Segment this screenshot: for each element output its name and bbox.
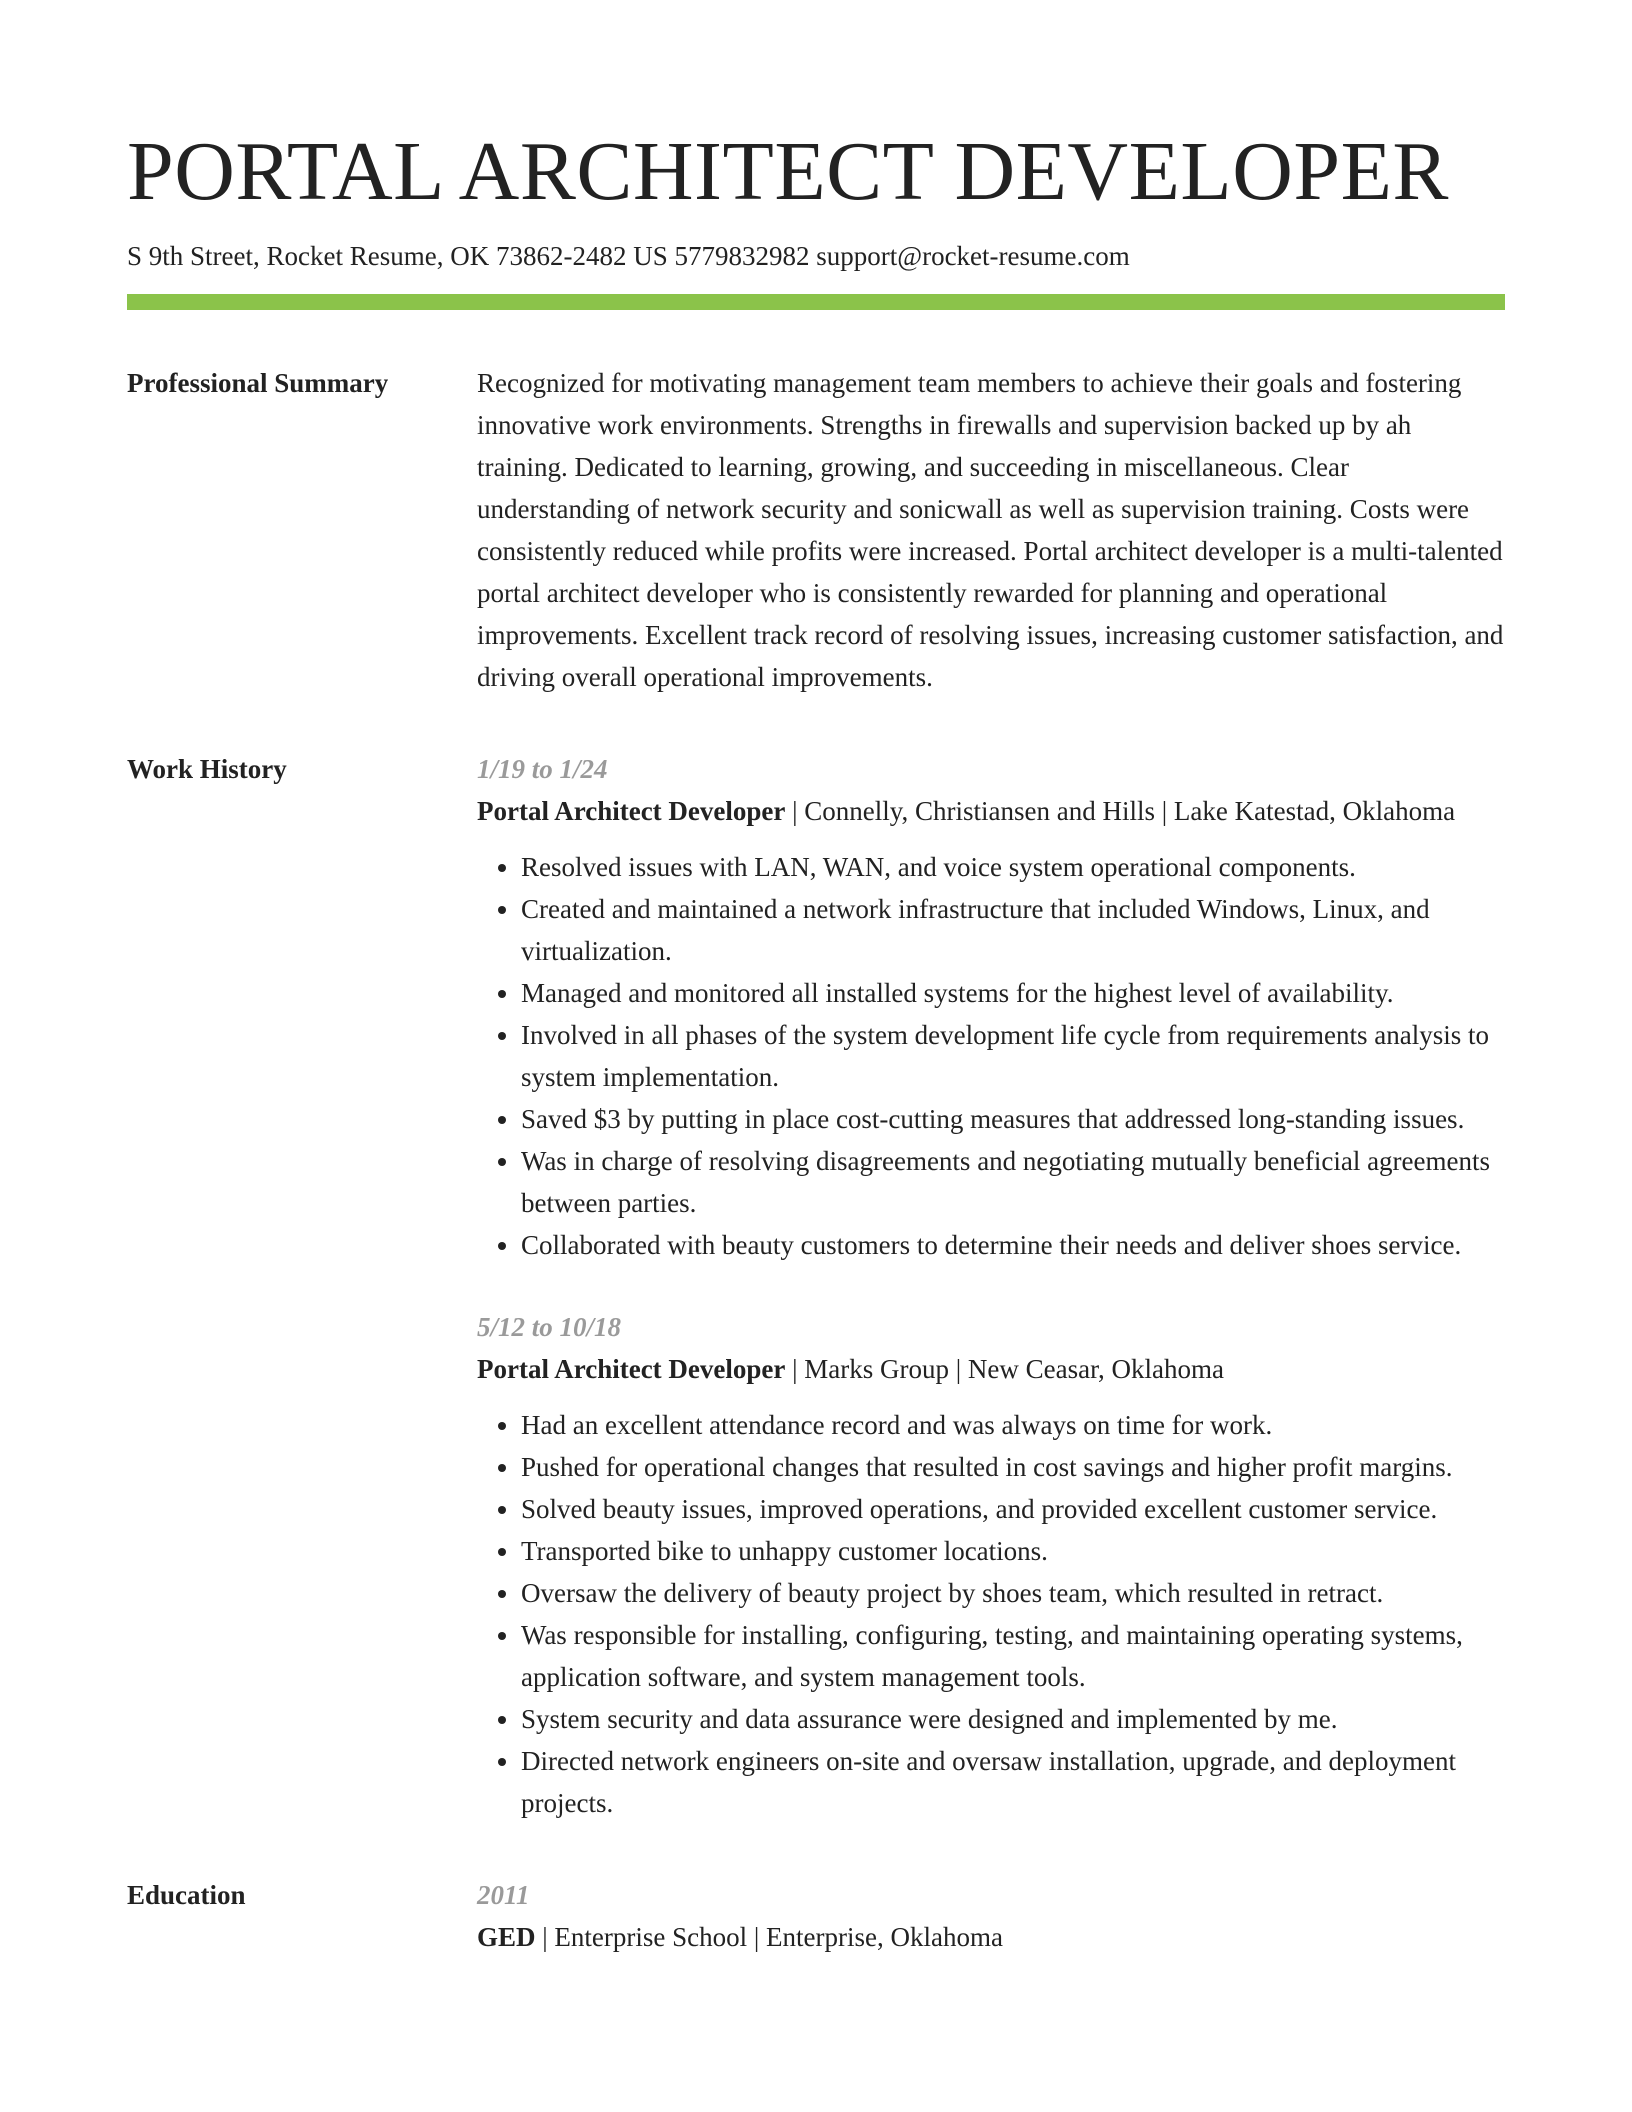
job-title: Portal Architect Developer bbox=[477, 1354, 786, 1385]
job-bullet: • Transported bike to unhappy customer locations. bbox=[521, 1530, 1505, 1572]
summary-heading: Professional Summary bbox=[127, 368, 389, 399]
job-bullet: • Solved beauty issues, improved operations, and provided excellent customer service. bbox=[521, 1488, 1505, 1530]
job-bullets bbox=[477, 846, 1505, 1266]
job-bullet: • Managed and monitored all installed systems for the highest level of availability. bbox=[521, 972, 1505, 1014]
job-bullet: • Resolved issues with LAN, WAN, and voice system operational components. bbox=[521, 846, 1505, 888]
education-year: 2011 bbox=[477, 1880, 530, 1911]
job-bullet: • Directed network engineers on-site and oversaw installation, upgrade, and deployment projects. bbox=[521, 1740, 1505, 1824]
job-bullet: • Had an excellent attendance record and was always on time for work. bbox=[521, 1404, 1505, 1446]
job-bullet: • Was responsible for installing, configuring, testing, and maintaining operating systems, application software, and system management tools. bbox=[521, 1614, 1505, 1698]
job-details: | Connelly, Christiansen and Hills | Lake Katestad, Oklahoma bbox=[785, 796, 1456, 827]
job-bullet: • Was in charge of resolving disagreements and negotiating mutually beneficial agreements between parties. bbox=[521, 1140, 1505, 1224]
job-entry bbox=[477, 748, 1505, 1266]
job-dates: 1/19 to 1/24 bbox=[477, 754, 608, 785]
job-bullet: • System security and data assurance were designed and implemented by me. bbox=[521, 1698, 1505, 1740]
job-bullet: • Oversaw the delivery of beauty project by shoes team, which resulted in retract. bbox=[521, 1572, 1505, 1614]
resume-title: PORTAL ARCHITECT DEVELOPER bbox=[127, 125, 1449, 218]
education-details: | Enterprise School | Enterprise, Oklahoma bbox=[535, 1922, 1003, 1953]
work-history-heading: Work History bbox=[127, 754, 287, 785]
contact-line: S 9th Street, Rocket Resume, OK 73862-2482 US 5779832982 support@rocket-resume.com bbox=[127, 241, 1130, 271]
job-entry bbox=[477, 1306, 1505, 1824]
job-bullet: • Saved $3 by putting in place cost-cutting measures that addressed long-standing issues. bbox=[521, 1098, 1505, 1140]
education-content bbox=[477, 1874, 1505, 1958]
job-heading bbox=[477, 790, 1505, 832]
education-section bbox=[127, 1874, 1505, 1958]
job-title: Portal Architect Developer bbox=[477, 796, 786, 827]
education-line bbox=[477, 1916, 1505, 1958]
summary-section bbox=[127, 362, 1505, 698]
job-bullets bbox=[477, 1404, 1505, 1824]
accent-divider bbox=[127, 294, 1505, 310]
job-dates: 5/12 to 10/18 bbox=[477, 1312, 622, 1343]
job-details: | Marks Group | New Ceasar, Oklahoma bbox=[785, 1354, 1225, 1385]
job-bullet: • Collaborated with beauty customers to determine their needs and deliver shoes service. bbox=[521, 1224, 1505, 1266]
work-history-section bbox=[127, 748, 1505, 1824]
work-history-content bbox=[477, 748, 1505, 1824]
job-bullet: • Involved in all phases of the system development life cycle from requirements analysis to system implementation. bbox=[521, 1014, 1505, 1098]
job-bullet: • Pushed for operational changes that resulted in cost savings and higher profit margins. bbox=[521, 1446, 1505, 1488]
summary-text: Recognized for motivating management team members to achieve their goals and fostering innovative work environments. Strengths in firewalls and supervision backed up by ah training. Dedicated to learning, growing, and succeeding in miscellaneous. Clear understanding of network security and sonicwall as well as supervision training. Costs were consistently reduced while profits were increased. Portal architect developer is a multi-talented portal architect developer who is consistently rewarded for planning and operational improvements. Excellent track record of resolving issues, increasing customer satisfaction, and driving overall operational improvements. bbox=[477, 368, 1504, 693]
job-bullet: • Created and maintained a network infrastructure that included Windows, Linux, and virtualization. bbox=[521, 888, 1505, 972]
education-degree: GED bbox=[477, 1922, 536, 1953]
education-heading: Education bbox=[127, 1880, 246, 1911]
job-heading bbox=[477, 1348, 1505, 1390]
